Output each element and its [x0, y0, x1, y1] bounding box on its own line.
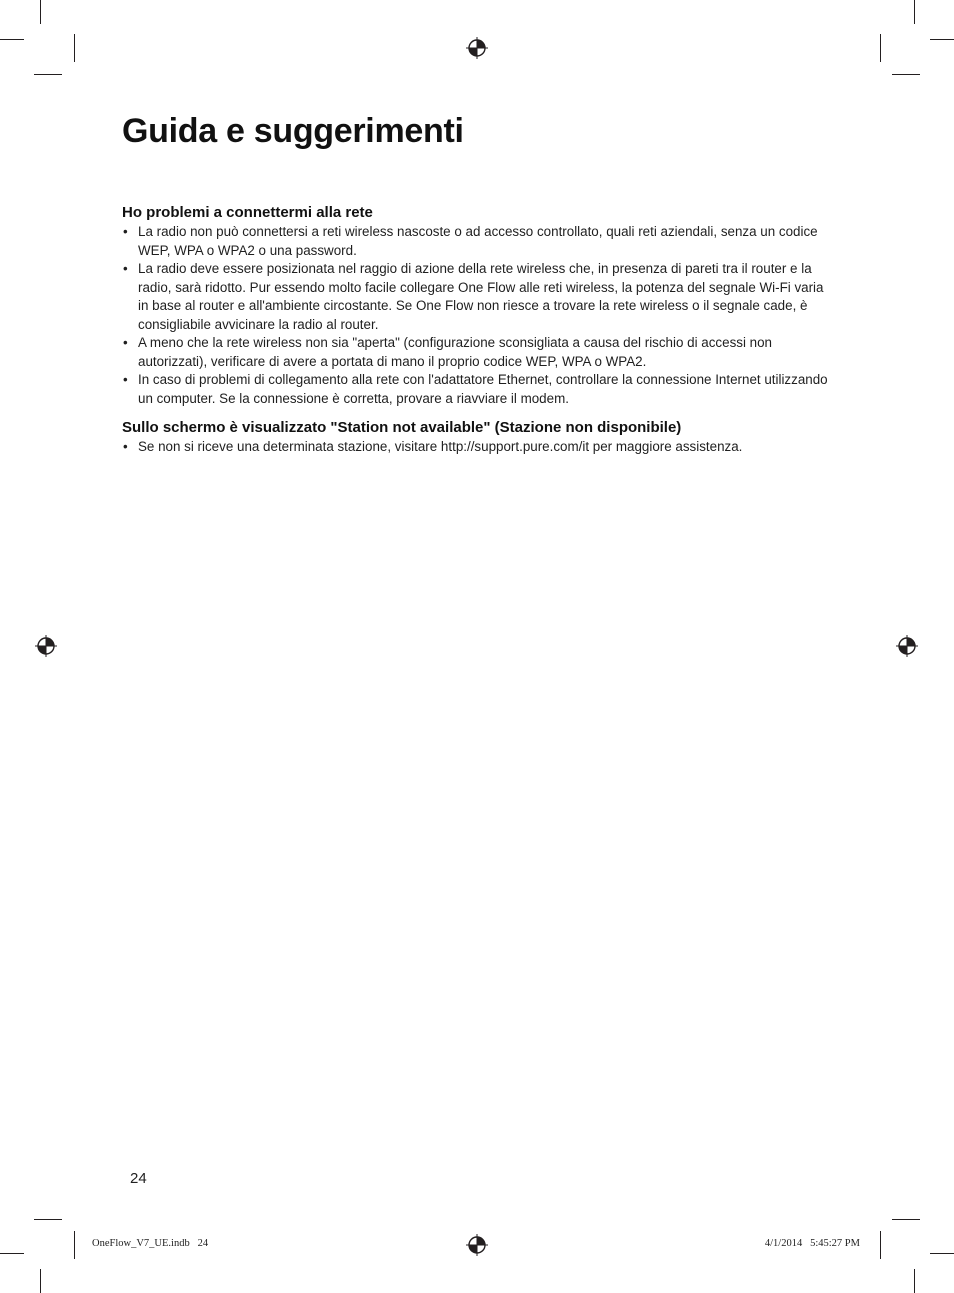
crop-mark: [34, 74, 62, 75]
crop-mark: [914, 0, 915, 24]
crop-mark: [930, 1253, 954, 1254]
list-item-text: In caso di problemi di collegamento alla rete con l'adattatore Ethernet, controllare la connessione Internet utilizzando un computer. Se la connessione è corretta, provare a riavviare il modem.: [138, 372, 828, 406]
print-slug-file: OneFlow_V7_UE.indb 24: [92, 1238, 209, 1249]
crop-mark: [892, 1219, 920, 1220]
crop-mark: [880, 1231, 881, 1259]
crop-mark: [74, 1231, 75, 1259]
list-item: [122, 223, 834, 260]
bullet-icon: •: [123, 261, 128, 276]
bullet-icon: •: [123, 439, 128, 454]
list-item: [122, 260, 834, 334]
registration-mark-icon: [896, 635, 918, 657]
print-slug-timestamp: 4/1/2014 5:45:27 PM: [764, 1238, 860, 1249]
crop-mark: [880, 34, 881, 62]
list-item-text: A meno che la rete wireless non sia "aperta" (configurazione sconsigliata a causa del rischio di accessi non autorizzati), verificare di avere a portata di mano il proprio codice WEP, WPA o WPA2.: [138, 335, 773, 369]
help-content: [122, 203, 834, 457]
list-item: [122, 334, 834, 371]
crop-mark: [914, 1269, 915, 1293]
page-title: Guida e suggerimenti: [122, 112, 464, 150]
section-heading: Ho problemi a connettermi alla rete: [122, 204, 373, 221]
page-number: 24: [130, 1170, 147, 1187]
bullet-list: [122, 438, 834, 457]
section-station-not-available: [122, 418, 834, 457]
crop-mark: [40, 1269, 41, 1293]
crop-mark: [930, 39, 954, 40]
list-item-text: Se non si riceve una determinata stazione, visitare http://support.pure.com/it per maggiore assistenza.: [138, 439, 743, 454]
registration-mark-icon: [466, 1234, 488, 1256]
list-item: [122, 371, 834, 408]
bullet-icon: •: [123, 335, 128, 350]
section-network-problems: [122, 203, 834, 408]
registration-mark-icon: [35, 635, 57, 657]
list-item: [122, 438, 834, 457]
crop-mark: [74, 34, 75, 62]
list-item-text: La radio non può connettersi a reti wireless nascoste o ad accesso controllato, quali reti aziendali, senza un codice WEP, WPA o WPA2 o una password.: [138, 224, 818, 258]
registration-mark-icon: [466, 37, 488, 59]
list-item-text: La radio deve essere posizionata nel raggio di azione della rete wireless che, in presenza di pareti tra il router e la radio, sarà ridotto. Pur essendo molto facile collegare One Flow alle reti wireless, la potenza del segnale Wi-Fi varia in base al router e all'ambiente circostante. Se One Flow non riesce a trovare la rete wireless o il segnale cade, è consigliabile avvicinare la radio al router.: [138, 261, 824, 332]
crop-mark: [40, 0, 41, 24]
bullet-icon: •: [123, 224, 128, 239]
crop-mark: [34, 1219, 62, 1220]
bullet-list: [122, 223, 834, 408]
bullet-icon: •: [123, 372, 128, 387]
crop-mark: [892, 74, 920, 75]
section-heading: Sullo schermo è visualizzato "Station not available" (Stazione non disponibile): [122, 419, 682, 436]
crop-mark: [0, 39, 24, 40]
crop-mark: [0, 1253, 24, 1254]
